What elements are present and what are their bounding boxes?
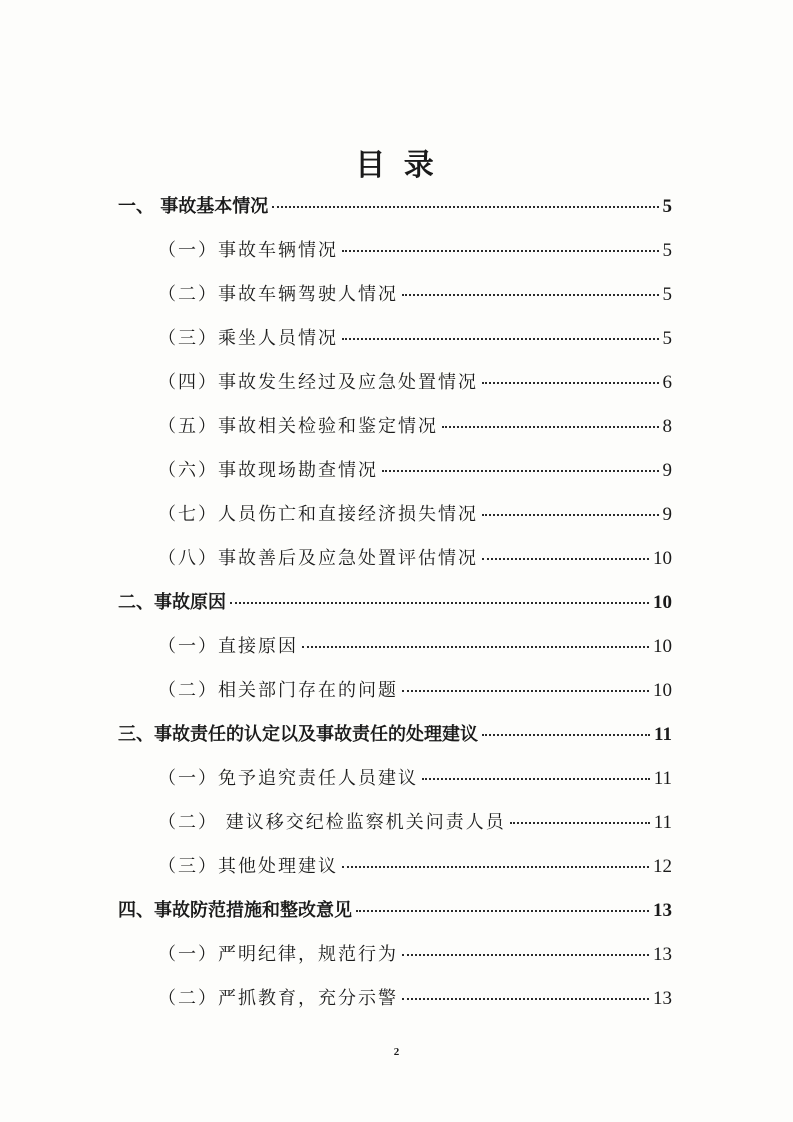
toc-entry-label: （二） 建议移交纪检监察机关问责人员 xyxy=(158,812,506,833)
toc-section-entry[interactable] xyxy=(118,720,672,750)
dot-leader xyxy=(342,338,659,340)
dot-leader xyxy=(510,822,650,824)
toc-entry-label: （三）其他处理建议 xyxy=(158,856,338,877)
dot-leader xyxy=(342,250,659,252)
toc-subsection-entry[interactable] xyxy=(158,412,672,442)
toc-entry-page: 10 xyxy=(653,592,672,613)
toc-subsection-entry[interactable] xyxy=(158,808,672,838)
toc-entry-page: 9 xyxy=(662,460,672,481)
toc-entry-label: 四、事故防范措施和整改意见 xyxy=(118,900,352,921)
dot-leader xyxy=(422,778,650,780)
dot-leader xyxy=(482,558,649,560)
dot-leader xyxy=(230,602,649,604)
dot-leader xyxy=(482,514,659,516)
toc-subsection-entry[interactable] xyxy=(158,544,672,574)
toc-entry-label: （六）事故现场勘查情况 xyxy=(158,460,378,481)
toc-subsection-entry[interactable] xyxy=(158,852,672,882)
toc-subsection-entry[interactable] xyxy=(158,324,672,354)
toc-subsection-entry[interactable] xyxy=(158,676,672,706)
toc-section-entry[interactable] xyxy=(118,588,672,618)
toc-subsection-entry[interactable] xyxy=(158,236,672,266)
toc-subsection-entry[interactable] xyxy=(158,280,672,310)
toc-subsection-entry[interactable] xyxy=(158,764,672,794)
dot-leader xyxy=(342,866,649,868)
dot-leader xyxy=(356,910,649,912)
dot-leader xyxy=(302,646,649,648)
toc-entry-label: （四）事故发生经过及应急处置情况 xyxy=(158,372,478,393)
toc-subsection-entry[interactable] xyxy=(158,368,672,398)
toc-entry-label: （一）免予追究责任人员建议 xyxy=(158,768,418,789)
toc-section-entry[interactable] xyxy=(118,896,672,926)
toc-entry-page: 12 xyxy=(653,856,672,877)
toc-subsection-entry[interactable] xyxy=(158,984,672,1014)
page-number: 2 xyxy=(393,1046,400,1058)
toc-entry-page: 13 xyxy=(653,944,672,965)
toc-entry-label: （二）事故车辆驾驶人情况 xyxy=(158,284,398,305)
toc-entry-page: 9 xyxy=(662,504,672,525)
toc-entry-page: 5 xyxy=(662,284,672,305)
dot-leader xyxy=(402,954,649,956)
toc-entry-label: （二）严抓教育，充分示警 xyxy=(158,988,398,1009)
toc-entry-page: 11 xyxy=(653,768,672,789)
toc-entry-page: 10 xyxy=(653,680,672,701)
dot-leader xyxy=(382,470,659,472)
toc-entry-label: 三、事故责任的认定以及事故责任的处理建议 xyxy=(118,724,478,745)
toc-entry-page: 13 xyxy=(653,900,672,921)
toc-subsection-entry[interactable] xyxy=(158,500,672,530)
toc-entry-page: 11 xyxy=(653,812,672,833)
toc-subsection-entry[interactable] xyxy=(158,940,672,970)
dot-leader xyxy=(442,426,659,428)
dot-leader xyxy=(482,734,650,736)
toc-section-entry[interactable] xyxy=(118,192,672,222)
dot-leader xyxy=(402,294,659,296)
toc-entry-page: 5 xyxy=(662,196,672,217)
dot-leader xyxy=(482,382,659,384)
toc-entry-label: （三）乘坐人员情况 xyxy=(158,328,338,349)
toc-title: 目 录 xyxy=(355,148,438,183)
toc-entry-label: （一）直接原因 xyxy=(158,636,298,657)
toc-entry-page: 11 xyxy=(654,724,672,745)
toc-entry-page: 13 xyxy=(653,988,672,1009)
dot-leader xyxy=(402,998,649,1000)
dot-leader xyxy=(272,206,658,208)
toc-subsection-entry[interactable] xyxy=(158,632,672,662)
toc-entry-page: 10 xyxy=(653,548,672,569)
toc-subsection-entry[interactable] xyxy=(158,456,672,486)
toc-entry-label: 一、 事故基本情况 xyxy=(118,196,269,217)
toc-entry-label: （五）事故相关检验和鉴定情况 xyxy=(158,416,438,437)
toc-entry-page: 5 xyxy=(662,240,672,261)
toc-entry-label: 二、事故原因 xyxy=(118,592,226,613)
toc-entry-label: （七）人员伤亡和直接经济损失情况 xyxy=(158,504,478,525)
toc-entry-label: （二）相关部门存在的问题 xyxy=(158,680,398,701)
toc-entry-label: （一）事故车辆情况 xyxy=(158,240,338,261)
toc-entry-label: （一）严明纪律，规范行为 xyxy=(158,944,398,965)
toc-entry-page: 5 xyxy=(662,328,672,349)
toc-entry-label: （八）事故善后及应急处置评估情况 xyxy=(158,548,478,569)
toc-entry-page: 8 xyxy=(662,416,672,437)
toc-entry-page: 10 xyxy=(653,636,672,657)
toc-entry-page: 6 xyxy=(662,372,672,393)
dot-leader xyxy=(402,690,649,692)
